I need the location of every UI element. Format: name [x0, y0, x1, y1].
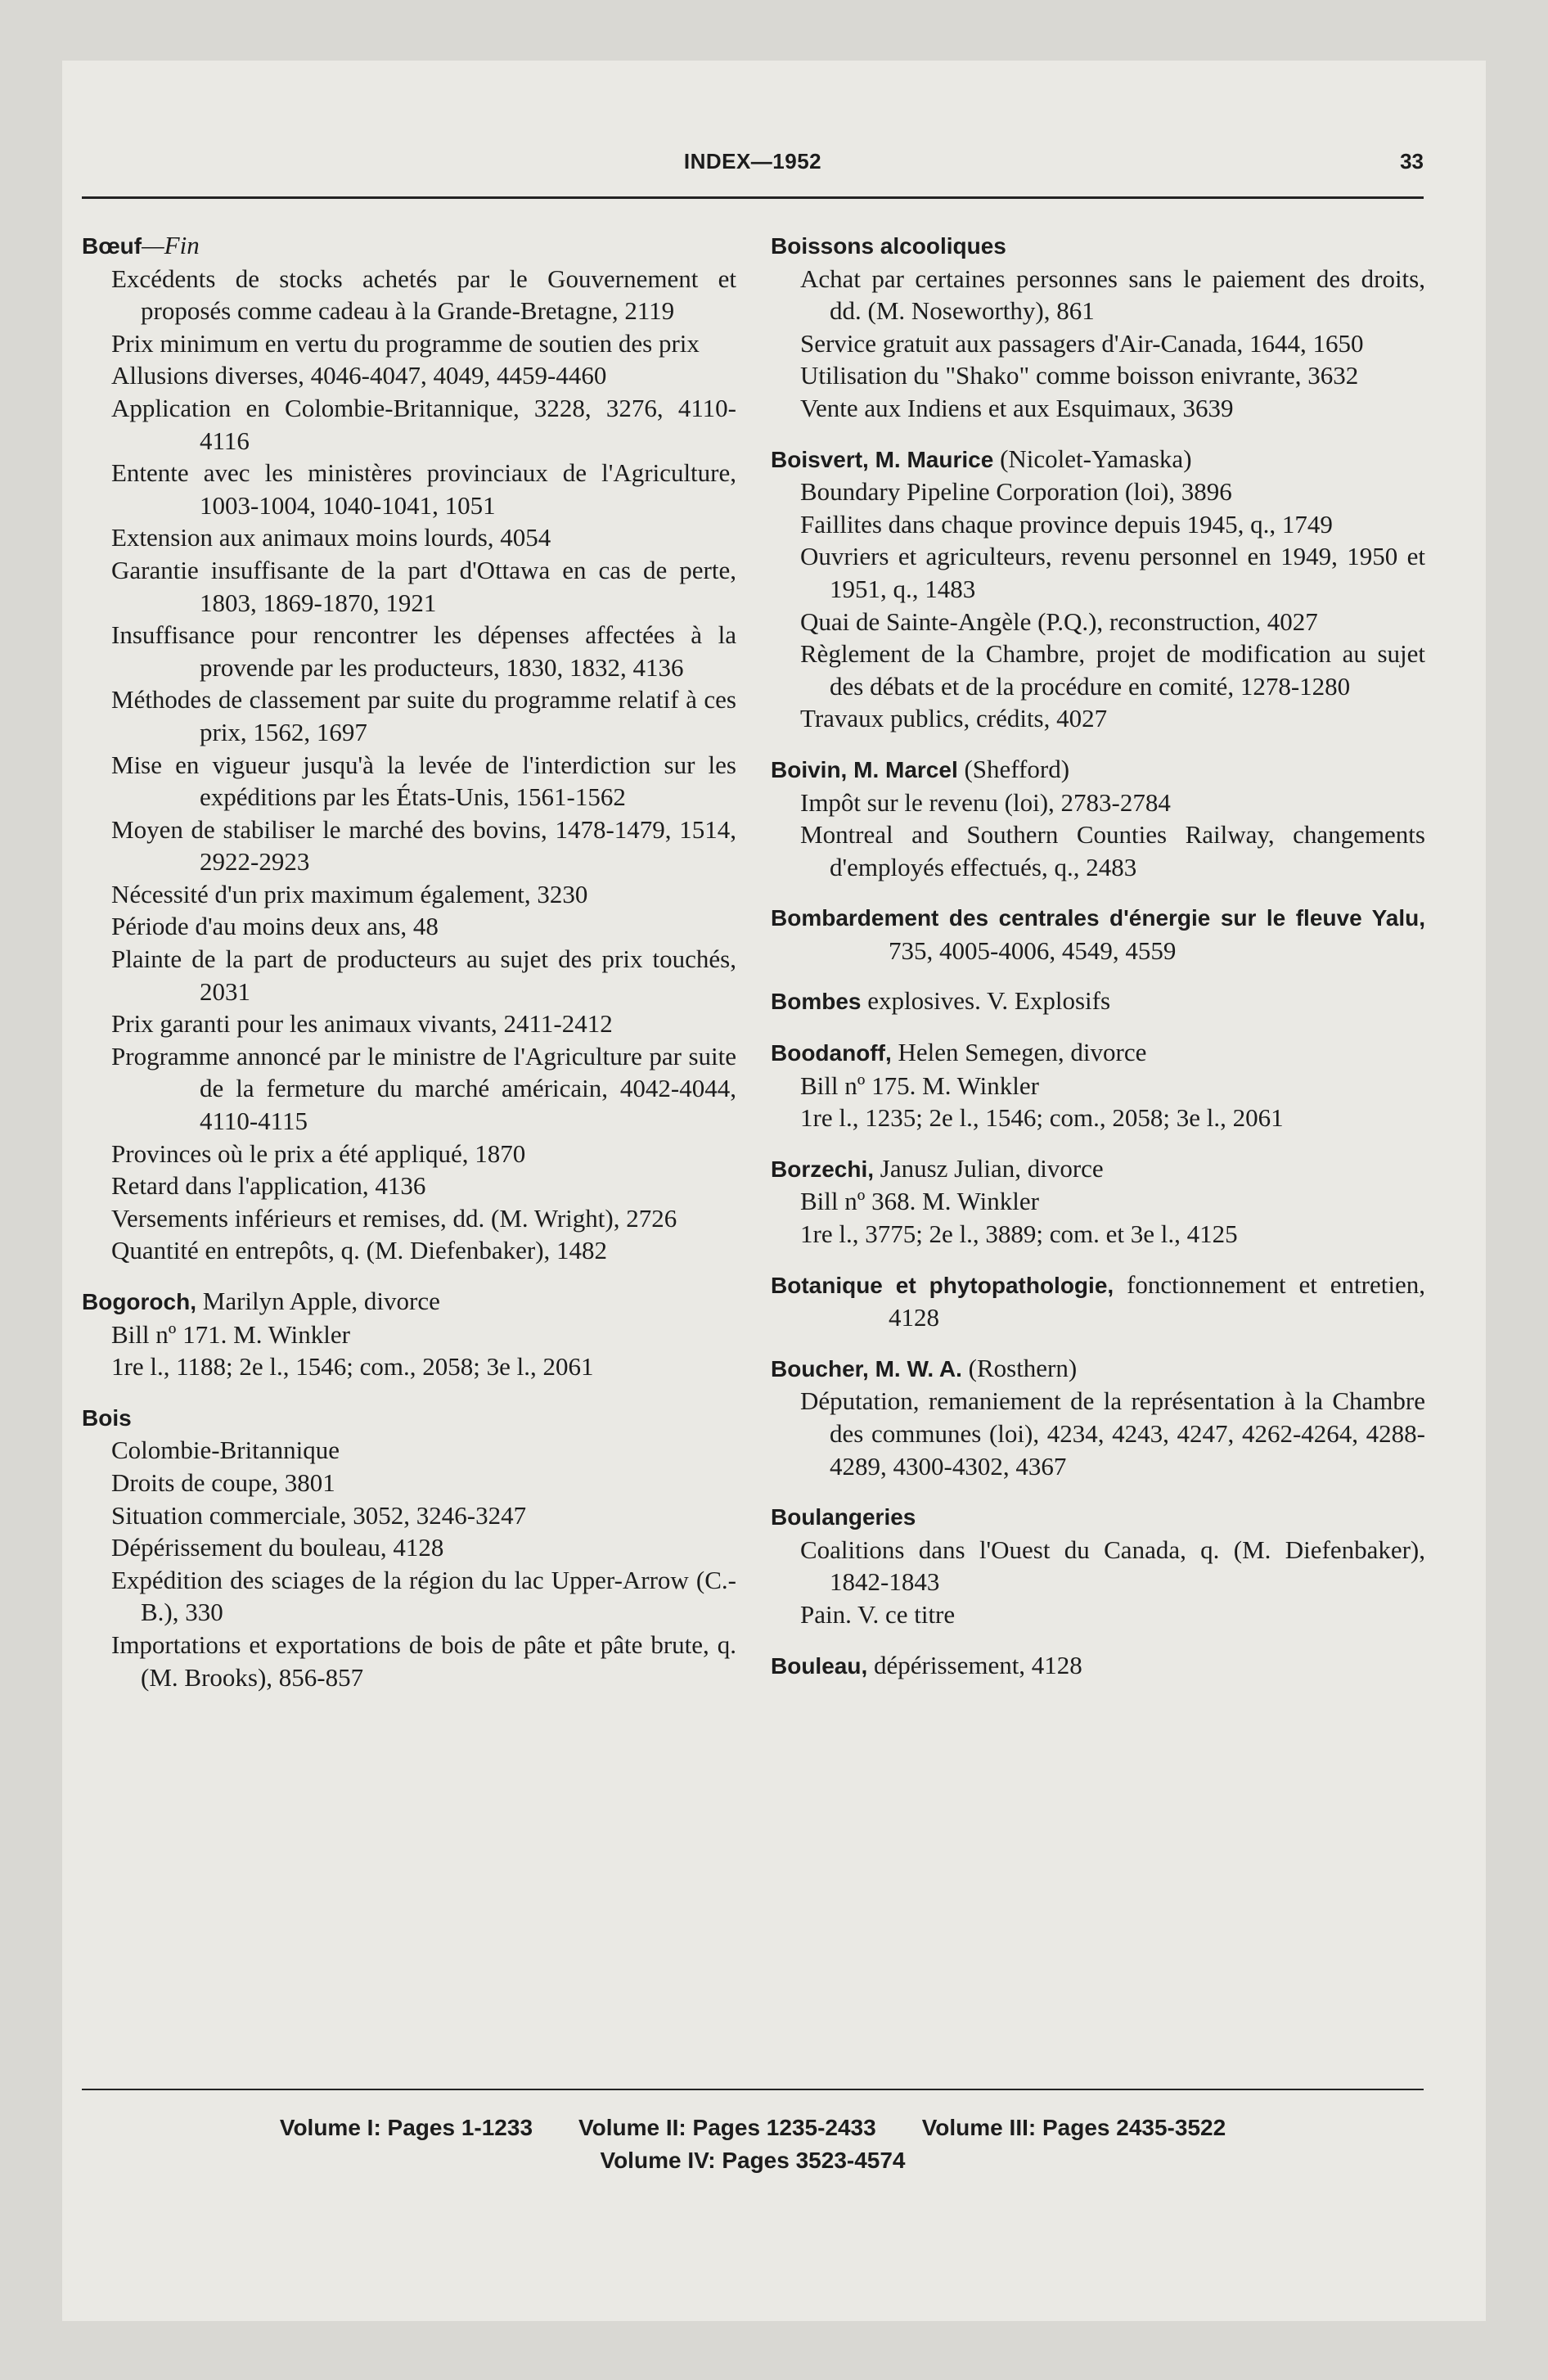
index-heading	[82, 1401, 736, 1435]
index-subentry: Bill nº 171. M. Winkler	[111, 1319, 350, 1349]
index-heading-detail: fonctionnement et entretien, 4128	[889, 1269, 1425, 1332]
index-subentry: Prix minimum en vertu du programme de soutien des prix	[111, 328, 700, 358]
header-rule	[82, 196, 1424, 199]
index-heading-keyword: Bombes	[771, 989, 862, 1015]
index-subentry: Importations et exportations de bois de pâte et pâte brute, q. (M. Brooks), 856-857	[111, 1629, 736, 1692]
index-subentry: Achat par certaines personnes sans le paiement des droits, dd. (M. Noseworthy), 861	[800, 264, 1425, 326]
footer-line-2	[82, 2144, 1424, 2177]
footer-rule	[82, 2089, 1424, 2090]
index-heading	[82, 229, 736, 263]
index-heading-keyword: Boodanoff,	[771, 1040, 892, 1066]
index-subentry: 1re l., 1235; 2e l., 1546; com., 2058; 3e l., 2061	[800, 1103, 1284, 1133]
index-subentry: Faillites dans chaque province depuis 1945, q., 1749	[800, 509, 1333, 539]
index-heading	[771, 1500, 1425, 1534]
index-subentry: Prix garanti pour les animaux vivants, 2411-2412	[111, 1009, 613, 1039]
index-subentry: Quai de Sainte-Angèle (P.Q.), reconstruction, 4027	[800, 606, 1318, 636]
index-subentry: Bill nº 368. M. Winkler	[800, 1187, 1039, 1216]
index-heading	[771, 753, 1425, 787]
volume-footer	[82, 2112, 1424, 2177]
index-subentry: Service gratuit aux passagers d'Air-Canada, 1644, 1650	[800, 328, 1364, 358]
index-heading-keyword: Boucher, M. W. A.	[771, 1355, 962, 1382]
footer-volume-2: Volume II: Pages 1235-2433	[578, 2115, 876, 2140]
index-subentry: Entente avec les ministères provinciaux de l'Agriculture, 1003-1004, 1040-1041, 1051	[111, 458, 736, 520]
index-subentry: Vente aux Indiens et aux Esquimaux, 3639	[800, 393, 1234, 422]
index-subentry: Droits de coupe, 3801	[111, 1467, 335, 1497]
index-heading	[771, 1649, 1425, 1683]
footer-volume-4: Volume IV: Pages 3523-4574	[600, 2148, 906, 2173]
index-heading	[771, 229, 1425, 263]
index-heading-keyword: Boivin, M. Marcel	[771, 756, 958, 782]
index-subentry: Bill nº 175. M. Winkler	[800, 1071, 1039, 1100]
page-number: 33	[1400, 149, 1424, 174]
index-subentry: Pain. V. ce titre	[800, 1599, 956, 1629]
index-subentry: Versements inférieurs et remises, dd. (M. Wright), 2726	[111, 1203, 677, 1233]
index-heading-detail: (Rosthern)	[961, 1353, 1078, 1382]
index-subentry: Coalitions dans l'Ouest du Canada, q. (M. Diefenbaker), 1842-1843	[800, 1535, 1425, 1597]
index-subentry: Nécessité d'un prix maximum également, 3230	[111, 879, 588, 908]
index-subentry: 1re l., 1188; 2e l., 1546; com., 2058; 3e l., 2061	[111, 1352, 594, 1382]
index-heading-detail: Janusz Julian, divorce	[874, 1153, 1104, 1183]
index-subentry: Travaux publics, crédits, 4027	[800, 704, 1108, 733]
index-heading-keyword: Bogoroch,	[82, 1289, 196, 1314]
index-heading-keyword: Bois	[82, 1404, 132, 1431]
index-subentry: Mise en vigueur jusqu'à la levée de l'interdiction sur les expéditions par les États-Unis, 1561-1562	[111, 750, 736, 812]
index-heading	[771, 1152, 1425, 1186]
index-subentry: Garantie insuffisante de la part d'Ottawa en cas de perte, 1803, 1869-1870, 1921	[111, 555, 736, 617]
index-subentry: Députation, remaniement de la représentation à la Chambre des communes (loi), 4234, 4243, 4247, 4262-4264, 4288-4289, 4300-4302, 4367	[800, 1386, 1425, 1481]
index-subentry: Règlement de la Chambre, projet de modification au sujet des débats et de la procédure en comité, 1278-1280	[800, 639, 1425, 701]
index-heading-detail: —Fin	[142, 231, 200, 259]
index-subentry: Quantité en entrepôts, q. (M. Diefenbaker), 1482	[111, 1236, 608, 1265]
index-subentry: Excédents de stocks achetés par le Gouvernement et proposés comme cadeau à la Grande-Bretagne, 2119	[111, 264, 736, 326]
index-heading-detail: (Shefford)	[957, 754, 1070, 783]
index-subentry: Provinces où le prix a été appliqué, 1870	[111, 1138, 526, 1168]
index-subentry: Expédition des sciages de la région du lac Upper-Arrow (C.-B.), 330	[111, 1565, 736, 1627]
index-subentry: 1re l., 3775; 2e l., 3889; com. et 3e l., 4125	[800, 1219, 1238, 1249]
index-subentry: Méthodes de classement par suite du programme relatif à ces prix, 1562, 1697	[111, 685, 736, 746]
index-heading-detail: explosives. V. Explosifs	[861, 986, 1111, 1016]
footer-volume-3: Volume III: Pages 2435-3522	[921, 2115, 1226, 2140]
index-heading	[771, 985, 1425, 1018]
index-heading-keyword: Botanique et phytopathologie,	[771, 1272, 1114, 1298]
index-subentry: Colombie-Britannique	[111, 1436, 340, 1465]
index-subentry: Période d'au moins deux ans, 48	[111, 912, 439, 941]
index-heading-detail: dépérissement, 4128	[867, 1650, 1082, 1679]
index-subentry: Moyen de stabiliser le marché des bovins, 1478-1479, 1514, 2922-2923	[111, 814, 736, 877]
index-heading-keyword: Bombardement des centrales d'énergie sur le fleuve Yalu,	[771, 905, 1425, 931]
index-subentry: Dépérissement du bouleau, 4128	[111, 1533, 444, 1562]
index-subentry: Montreal and Southern Counties Railway, changements d'employés effectués, q., 2483	[800, 820, 1425, 881]
index-subentry: Extension aux animaux moins lourds, 4054	[111, 523, 551, 552]
index-heading-keyword: Bœuf	[82, 233, 142, 259]
index-heading	[771, 443, 1425, 476]
index-heading	[82, 1285, 736, 1318]
index-heading-detail: 735, 4005-4006, 4549, 4559	[889, 935, 1177, 965]
index-heading-detail: (Nicolet-Yamaska)	[993, 444, 1192, 473]
footer-volume-1: Volume I: Pages 1-1233	[279, 2115, 533, 2140]
index-heading-detail: Marilyn Apple, divorce	[196, 1287, 440, 1315]
index-heading	[771, 1352, 1425, 1386]
index-heading-keyword: Bouleau,	[771, 1652, 868, 1679]
index-heading-detail: Helen Semegen, divorce	[891, 1038, 1147, 1067]
index-heading	[771, 1036, 1425, 1070]
index-heading	[771, 1269, 1425, 1334]
index-heading-keyword: Boulangeries	[771, 1504, 916, 1530]
page-title: INDEX—1952	[683, 149, 822, 174]
index-subentry: Situation commerciale, 3052, 3246-3247	[111, 1500, 527, 1530]
left-column	[82, 229, 736, 1693]
index-heading-keyword: Boisvert, M. Maurice	[771, 446, 994, 472]
running-head	[82, 149, 1424, 190]
index-subentry: Plainte de la part de producteurs au sujet des prix touchés, 2031	[111, 944, 736, 1006]
index-subentry: Boundary Pipeline Corporation (loi), 3896	[800, 477, 1232, 507]
index-subentry: Programme annoncé par le ministre de l'Agriculture par suite de la fermeture du marché américain, 4042-4044, 4110-4115	[111, 1041, 736, 1136]
index-subentry: Application en Colombie-Britannique, 3228, 3276, 4110-4116	[111, 393, 736, 455]
index-heading	[771, 901, 1425, 967]
right-column	[771, 229, 1425, 1682]
index-subentry: Utilisation du "Shako" comme boisson enivrante, 3632	[800, 361, 1359, 390]
index-heading-keyword: Boissons alcooliques	[771, 233, 1006, 259]
index-subentry: Insuffisance pour rencontrer les dépenses affectées à la provende par les producteurs, 1830, 1832, 4136	[111, 620, 736, 682]
footer-line-1	[82, 2112, 1424, 2144]
index-heading-keyword: Borzechi,	[771, 1156, 875, 1182]
index-subentry: Allusions diverses, 4046-4047, 4049, 4459-4460	[111, 361, 607, 390]
index-subentry: Retard dans l'application, 4136	[111, 1171, 426, 1201]
index-subentry: Impôt sur le revenu (loi), 2783-2784	[800, 787, 1171, 817]
index-subentry: Ouvriers et agriculteurs, revenu personnel en 1949, 1950 et 1951, q., 1483	[800, 542, 1425, 603]
